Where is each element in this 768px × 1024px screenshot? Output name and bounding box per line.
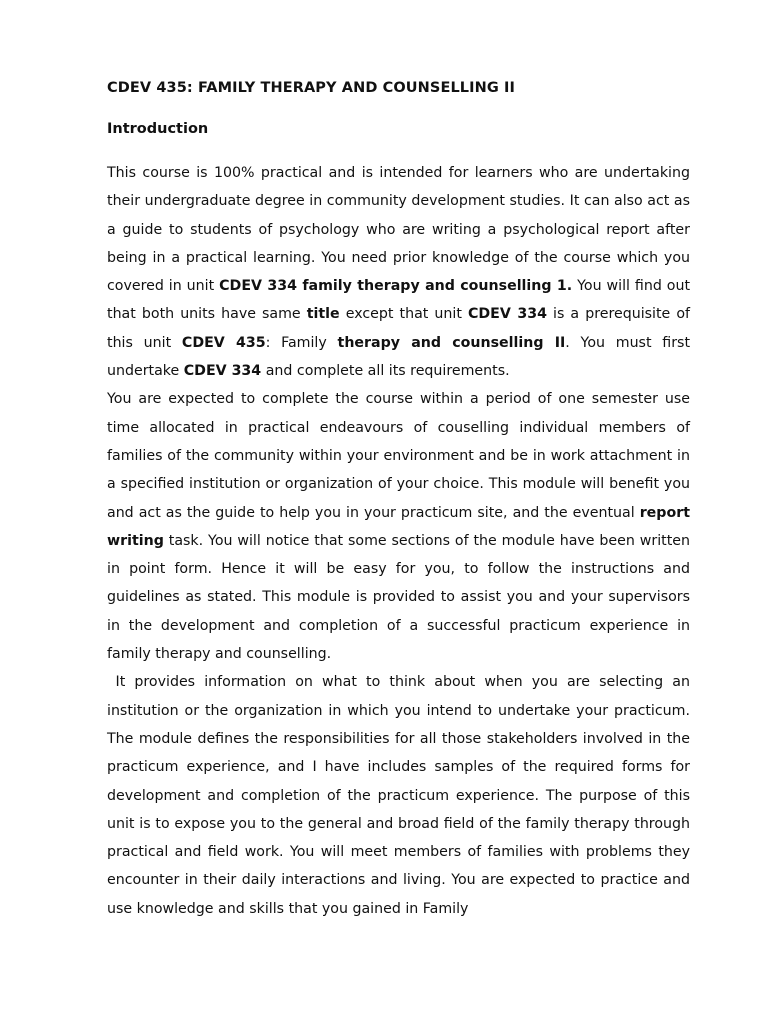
bold-text: therapy and counselling II: [337, 334, 566, 351]
body-text: is a prerequisite of this unit: [107, 306, 691, 351]
paragraph-3: [107, 668, 690, 923]
document-title: CDEV 435: FAMILY THERAPY AND COUNSELLING II: [107, 80, 515, 96]
section-heading-introduction: Introduction: [107, 121, 209, 137]
body-text: task. You will notice that some sections of the module have been written in point form. Hence it will be easy for you, to follow the instructions and guidelines as stated. This module is provided to assist you and your supervisors in the development and completion of a successful practicum experience in family therapy and counselling.: [107, 532, 690, 663]
body-text: . You must first undertake: [107, 334, 691, 380]
body-text: It provides information on what to think about when you are selecting an institution or the organization in which you intend to undertake your practicum. The module defines the responsibilities for all those stakeholders involved in the practicum experience, and I have includes samples of the required forms for development and completion of the practicum experience. The purpose of this unit is to expose you to the general and broad field of the family therapy through practical and field work. You will meet members of families with problems they encounter in their daily interactions and living. You are expected to practice and use knowledge and skills that you gained in Family: [107, 674, 690, 917]
paragraph-1: [107, 159, 690, 385]
body-text: except that unit: [339, 306, 468, 323]
body-text: You will find out that both units have same: [107, 278, 691, 323]
bold-text: CDEV 334: [467, 306, 547, 323]
bold-text: title: [306, 306, 340, 323]
bold-text: CDEV 334: [183, 363, 262, 380]
bold-text: CDEV 334 family therapy and counselling 1.: [219, 278, 573, 295]
body-text: This course is 100% practical and is intended for learners who are undertaking their undergraduate degree in community development studies. It can also act as a guide to students of psychology who are writing a psychological report after being in a practical learning. You need prior knowledge of the course which you covered in unit: [107, 165, 690, 295]
document-page: [107, 78, 690, 923]
paragraph-2: [107, 385, 690, 668]
body-text: and complete all its requirements.: [261, 363, 510, 380]
bold-text: report writing: [107, 504, 690, 549]
bold-text: CDEV 435: [181, 334, 266, 351]
body-text: : Family: [265, 334, 338, 351]
body-text: You are expected to complete the course within a period of one semester use time allocated in practical endeavours of couselling individual members of families of the community within your environment and be in work attachment in a specified institution or organization of your choice. This module will benefit you and act as the guide to help you in your practicum site, and the eventual: [107, 391, 690, 521]
